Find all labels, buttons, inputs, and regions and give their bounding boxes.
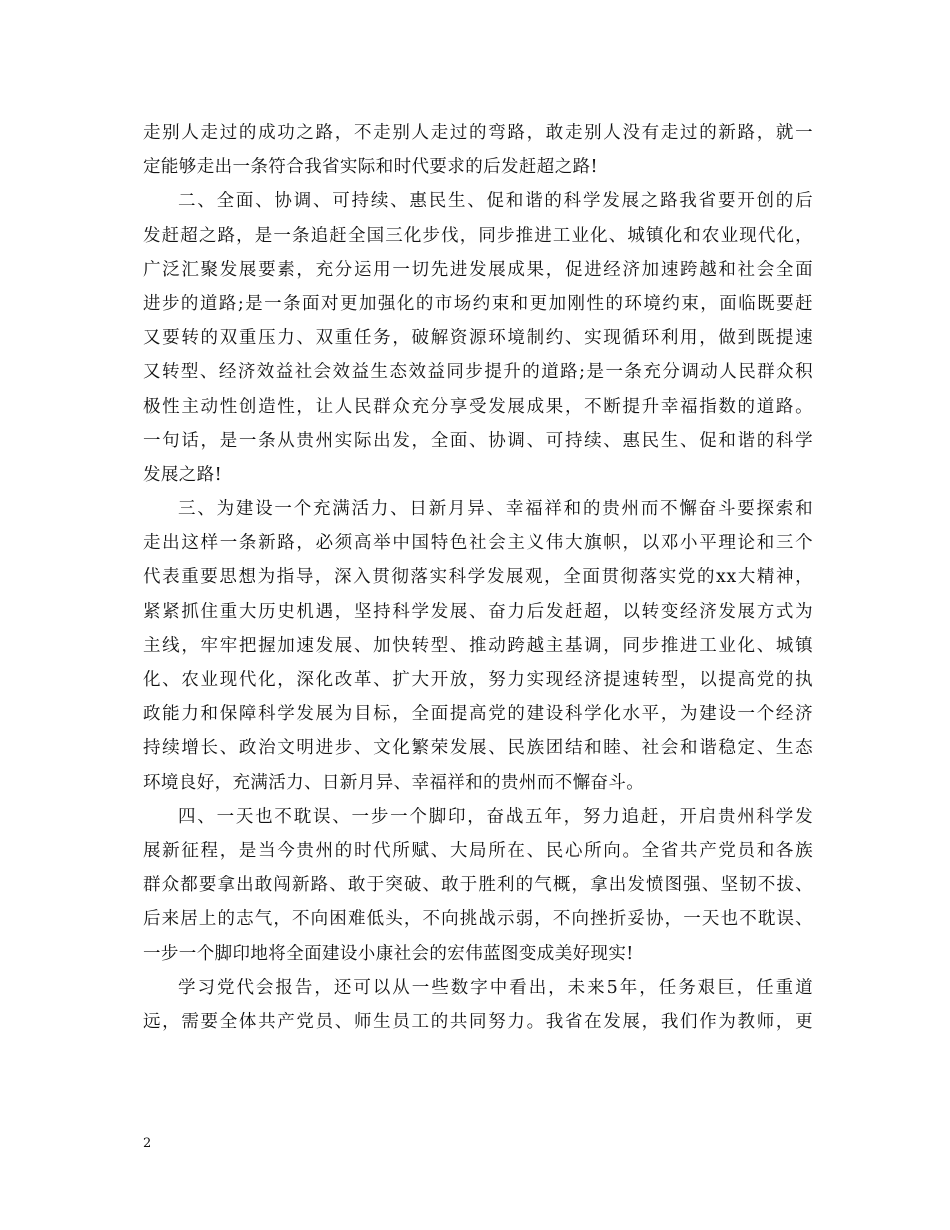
text-line: 三、为建设一个充满活力、日新月异、幸福祥和的贵州而不懈奋斗要探索和 <box>178 499 813 520</box>
text-line: 持续增长、政治文明进步、文化繁荣发展、民族团结和睦、社会和谐稳定、生态 <box>143 738 813 759</box>
text-line: 二、全面、协调、可持续、惠民生、促和谐的科学发展之路我省要开创的后 <box>178 191 813 212</box>
text-line: 走出这样一条新路，必须高举中国特色社会主义伟大旗帜，以邓小平理论和三个 <box>143 533 813 554</box>
text-line: 发赶超之路，是一条追赶全国三化步伐，同步推进工业化、城镇化和农业现代化， <box>143 225 813 246</box>
text-line: 环境良好，充满活力、日新月异、幸福祥和的贵州而不懈奋斗。 <box>143 772 645 793</box>
text-line: 远，需要全体共产党员、师生员工的共同努力。我省在发展，我们作为教师，更 <box>143 1011 813 1032</box>
text-line: 进步的道路;是一条面对更加强化的市场约束和更加刚性的环境约束，面临既要赶 <box>143 293 813 314</box>
text-line: 定能够走出一条符合我省实际和时代要求的后发赶超之路! <box>143 157 598 178</box>
text-line: 又要转的双重压力、双重任务，破解资源环境制约、实现循环利用，做到既提速 <box>143 328 813 349</box>
text-line: 走别人走过的成功之路，不走别人走过的弯路，敢走别人没有走过的新路，就一 <box>143 123 813 143</box>
text-line: 四、一天也不耽误、一步一个脚印，奋战五年，努力追赶，开启贵州科学发 <box>178 806 813 827</box>
text-line: 发展之路! <box>143 464 223 485</box>
text-line: 后来居上的志气，不向困难低头，不向挑战示弱，不向挫折妥协，一天也不耽误、 <box>143 909 813 930</box>
paragraph-5 <box>143 971 813 1039</box>
text-line: 群众都要拿出敢闯新路、敢于突破、敢于胜利的气概，拿出发愤图强、坚韧不拔、 <box>143 875 813 896</box>
paragraph-4 <box>143 800 813 971</box>
text-line: 极性主动性创造性，让人民群众充分享受发展成果，不断提升幸福指数的道路。 <box>143 396 813 417</box>
text-line: 主线，牢牢把握加速发展、加快转型、推动跨越主基调，同步推进工业化、城镇 <box>143 635 813 656</box>
text-line: 展新征程，是当今贵州的时代所赋、大局所在、民心所向。全省共产党员和各族 <box>143 840 813 861</box>
text-line: 政能力和保障科学发展为目标，全面提高党的建设科学化水平，为建设一个经济 <box>143 704 813 725</box>
text-line: 又转型、经济效益社会效益生态效益同步提升的道路;是一条充分调动人民群众积 <box>143 362 813 383</box>
page-number: 2 <box>143 1136 152 1151</box>
text-line: 广泛汇聚发展要素，充分运用一切先进发展成果，促进经济加速跨越和社会全面 <box>143 259 813 280</box>
paragraph-3 <box>143 492 813 800</box>
paragraph-1 <box>143 116 813 184</box>
document-body <box>143 116 813 1039</box>
paragraph-2 <box>143 184 813 492</box>
text-line: 代表重要思想为指导，深入贯彻落实科学发展观，全面贯彻落实党的xx大精神， <box>143 567 813 588</box>
text-line: 一句话，是一条从贵州实际出发，全面、协调、可持续、惠民生、促和谐的科学 <box>143 430 813 451</box>
text-line: 学习党代会报告，还可以从一些数字中看出，未来5年，任务艰巨，任重道 <box>178 977 813 998</box>
text-line: 一步一个脚印地将全面建设小康社会的宏伟蓝图变成美好现实! <box>143 943 634 964</box>
text-line: 化、农业现代化，深化改革、扩大开放，努力实现经济提速转型，以提高党的执 <box>143 670 813 690</box>
text-line: 紧紧抓住重大历史机遇，坚持科学发展、奋力后发赶超，以转变经济发展方式为 <box>143 601 813 622</box>
